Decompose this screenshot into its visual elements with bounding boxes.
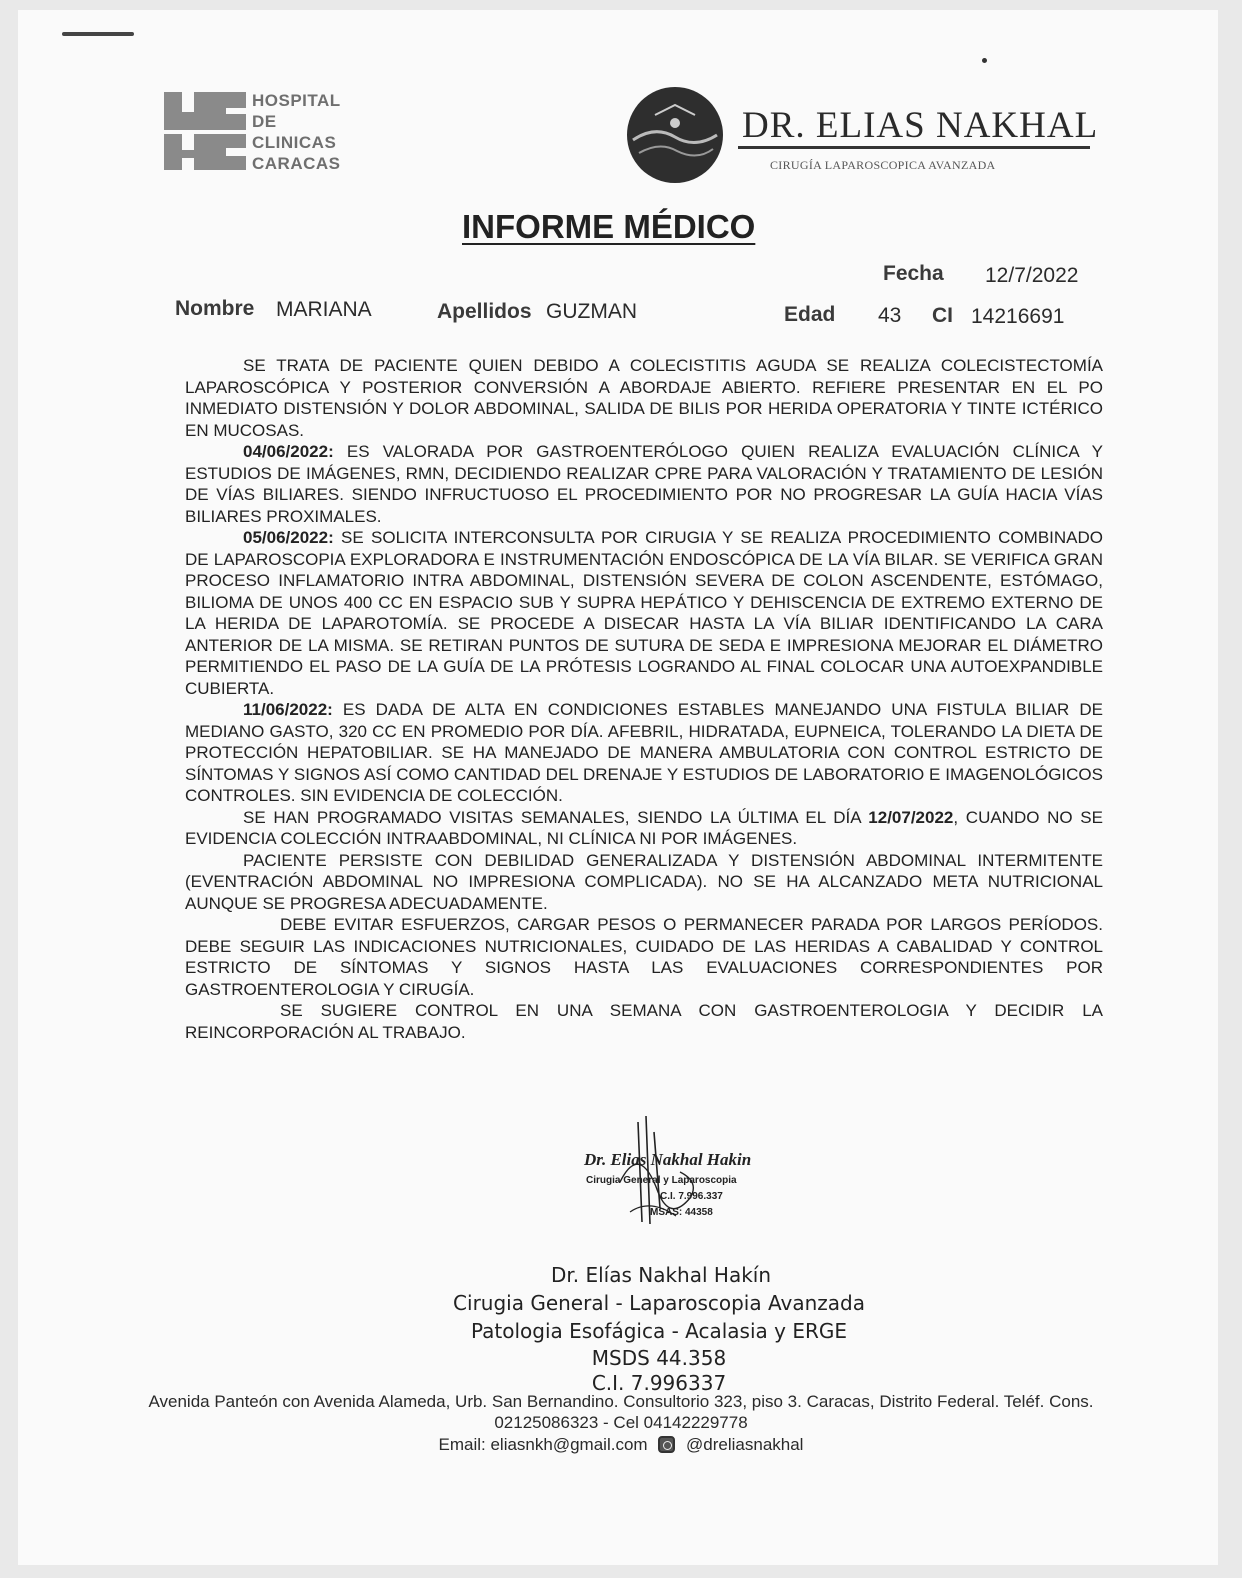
report-paragraph: SE SUGIERE CONTROL EN UNA SEMANA CON GASTROENTEROLOGIA Y DECIDIR LA REINCORPORACIÓN AL TRABAJO. [185,1001,1103,1042]
report-body [185,355,1103,1043]
nombre-label: Nombre [175,297,255,320]
entry-text: ES VALORADA POR GASTROENTERÓLOGO QUIEN REALIZA EVALUACIÓN CLÍNICA Y ESTUDIOS DE IMÁGENES, RMN, DECIDIENDO REALIZAR CPRE PARA VALORACIÓN Y TRATAMIENTO DE LESIÓN DE VÍAS BILIARES. SIENDO INFRUCTUOSO EL PROCEDIMIENTO POR NO PROGRESAR LA GUÍA HACIA VÍAS BILIARES PROXIMALES. [185,442,1103,526]
entry-text: SE HAN PROGRAMADO VISITAS SEMANALES, SIENDO LA ÚLTIMA EL DÍA [243,807,869,827]
document-title: INFORME MÉDICO [462,208,756,245]
entry-text: ES DADA DE ALTA EN CONDICIONES ESTABLES MANEJANDO UNA FISTULA BILIAR DE MEDIANO GASTO, 320 CC EN PROMEDIO POR DÍA. AFEBRIL, HIDRATADA, EUPNEICA, TOLERANDO LA DIETA DE PROTECCIÓN HEPATOBILIAR. SE HA MANEJADO DE MANERA AMBULATORIA CON CONTROL ESTRICTO DE SÍNTOMAS Y SIGNOS ASÍ COMO CANTIDAD DEL DRENAJE Y ESTUDIOS DE LABORATORIO E IMAGENOLÓGICOS CONTROLES. SIN EVIDENCIA DE COLECCIÓN. [185,700,1103,805]
signer-specialty: Cirugia General - Laparoscopia Avanzada [453,1291,865,1315]
hospital-logo-icon [160,88,250,174]
ci-label: CI [932,304,953,327]
report-paragraph: DEBE EVITAR ESFUERZOS, CARGAR PESOS O PERMANECER PARADA POR LARGOS PERÍODOS. DEBE SEGUIR LAS INDICACIONES NUTRICIONALES, CUIDADO DE LAS HERIDAS A CABALIDAD Y CONTROL ESTRICTO DE SÍNTOMAS Y SIGNOS HASTA LAS EVALUACIONES CORRESPONDIENTES POR GASTROENTEROLOGIA Y CIRUGÍA. [185,915,1103,999]
entry-date: 11/06/2022: [243,700,333,719]
footer-contact [0,1435,1242,1455]
report-paragraph [185,441,1103,527]
stamp-msas: MSAS: 44358 [650,1207,713,1218]
hospital-name [252,90,341,174]
report-paragraph: SE TRATA DE PACIENTE QUIEN DEBIDO A COLECISTITIS AGUDA SE REALIZA COLECISTECTOMÍA LAPAROSCÓPICA Y POSTERIOR CONVERSIÓN A ABORDAJE ABIERTO. REFIERE PRESENTAR EN EL PO INMEDIATO DISTENSIÓN Y DOLOR ABDOMINAL, SALIDA DE BILIS POR HERIDA OPERATORIA Y TINTE ICTÉRICO EN MUCOSAS. [185,356,1103,440]
hospital-line: DE [252,112,277,131]
report-paragraph [185,527,1103,699]
stamp-name: Dr. Elias Nakhal Hakin [584,1150,752,1169]
report-paragraph: PACIENTE PERSISTE CON DEBILIDAD GENERALIZADA Y DISTENSIÓN ABDOMINAL INTERMITENTE (EVENTRACIÓN ABDOMINAL NO IMPRESIONA COMPLICADA). NO SE HA ALCANZADO META NUTRICIONAL AUNQUE SE PROGRESA ADECUADAMENTE. [185,850,1103,913]
hospital-line: CARACAS [252,154,341,173]
fecha-label: Fecha [883,262,944,285]
nombre-value: MARIANA [276,298,372,321]
doctor-logo-rule [738,146,1090,149]
ci-field [932,304,953,328]
ci-value: 14216691 [971,305,1065,328]
fecha-field [883,262,944,286]
hospital-line: HOSPITAL [252,91,341,110]
entry-date: 12/07/2022 [868,807,954,827]
scan-dot [982,58,987,63]
entry-text: , CUANDO NO SE EVIDENCIA COLECCIÓN INTRAABDOMINAL, NI CLÍNICA NI POR IMÁGENES. [185,807,1103,848]
nombre-field [175,297,254,321]
signer-msds: MSDS 44.358 [591,1346,727,1370]
apellidos-label: Apellidos [437,300,532,323]
entry-date: 05/06/2022: [243,528,334,547]
doctor-logo-name: DR. ELIAS NAKHAL [742,105,1099,146]
report-paragraph [185,699,1103,807]
hospital-line: CLINICAS [252,133,337,152]
instagram-icon [658,1436,675,1453]
fecha-value: 12/7/2022 [985,264,1079,287]
entry-text: SE SOLICITA INTERCONSULTA POR CIRUGIA Y SE REALIZA PROCEDIMIENTO COMBINADO DE LAPAROSCOPIA EXPLORADORA E INSTRUMENTACIÓN ENDOSCÓPICA DE LA VÍA BILAR. SE VERIFICA GRAN PROCESO INFLAMATORIO INTRA ABDOMINAL, DISTENSIÓN SEVERA DE COLON ASCENDENTE, ESTÓMAGO, BILIOMA DE UNOS 400 CC EN ESPACIO SUB Y SUPRA HEPÁTICO Y DEHISCENCIA DE EXTREMO EXTERNO DE LA HERIDA DE LAPAROTOMÍA. SE PROCEDE A DISECAR HASTA LA VÍA BILIAR IDENTIFICANDO LA CARA ANTERIOR DE LA MISMA. SE RETIRAN PUNTOS DE SUTURA DE SEDA E IMPRESIONA MEJORAR EL DIÁMETRO PERMITIENDO EL PASO DE LA GUÍA DE LA PRÓTESIS LOGRANDO AL FINAL COLOCAR UNA AUTOEXPANDIBLE CUBIERTA. [185,528,1103,698]
report-paragraph [185,807,1103,850]
entry-date: 04/06/2022: [243,442,334,461]
doctor-logo-icon [625,85,725,185]
footer-email: Email: eliasnkh@gmail.com [438,1435,648,1454]
signer-name: Dr. Elías Nakhal Hakín [550,1263,772,1287]
footer-phones: 02125086323 - Cel 04142229778 [494,1413,748,1432]
edad-value: 43 [878,304,902,327]
doctor-logo-subtitle: CIRUGÍA LAPAROSCOPICA AVANZADA [770,158,996,172]
apellidos-field [437,300,532,324]
apellidos-value: GUZMAN [546,300,637,323]
edad-label: Edad [784,303,836,326]
scan-mark [62,32,134,36]
edad-field [784,303,835,327]
signer-ci: C.I. 7.996337 [591,1371,727,1395]
footer-address: Avenida Panteón con Avenida Alameda, Urb. San Bernandino. Consultorio 323, piso 3. Caracas, Distrito Federal. Teléf. Cons. [148,1392,1094,1411]
signer-subspecialty: Patologia Esofágica - Acalasia y ERGE [470,1319,848,1343]
stamp-specialty: Cirugia General y Laparoscopia [586,1175,737,1186]
stamp-ci: C.I. 7.996.337 [660,1191,723,1202]
footer-instagram: @dreliasnakhal [686,1435,804,1454]
